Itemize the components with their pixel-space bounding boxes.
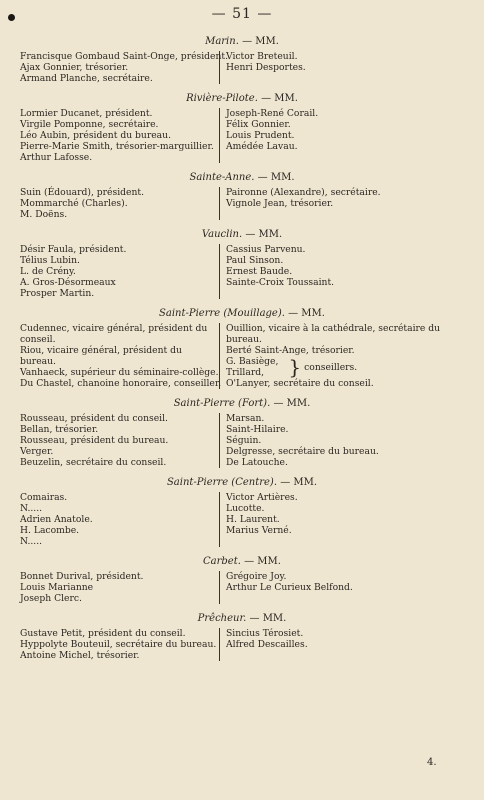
section-heading [20,613,464,625]
member-line: Ajax Gonnier, trésorier. [20,62,129,73]
member-line: Félix Gonnier. [226,119,291,130]
member-line: Sainte-Croix Toussaint. [226,277,335,288]
member-line: Arthur Le Curieux Belfond. [226,582,353,593]
member-line: Grégoire Joy. [226,571,287,582]
member-line: Rousseau, président du conseil. [20,413,168,424]
section-heading [20,229,464,241]
member-line: Ernest Baude. [226,266,293,277]
member-line: N..... [20,503,43,514]
section-suffix: — MM. [261,93,298,104]
member-line: H. Lacombe. [20,525,80,536]
member-line: Cassius Parvenu. [226,244,306,255]
member-line: Delgresse, secrétaire du bureau. [226,446,379,457]
section-precheur [20,613,464,661]
page-number: — 51 — [211,6,273,22]
member-line: L. de Crény. [20,266,76,277]
member-line: Bonnet Durival, président. [20,571,144,582]
member-line: Joseph Clerc. [20,593,82,604]
member-line: Verger. [20,446,54,457]
section-title: Vauclin. [201,229,243,240]
member-line: Louis Marianne [20,582,94,593]
section-suffix: — MM. [249,613,287,624]
member-line: Cudennec, vicaire général, président du conseil. [20,323,208,345]
signature-mark: 4. [427,757,437,768]
section-heading [20,172,464,184]
member-line: Comairas. [20,492,68,503]
member-line: Lucotte. [226,503,265,514]
section-heading [20,477,464,489]
right-column [220,323,464,389]
section-suffix: — MM. [257,172,295,183]
member-line: Saint-Hilaire. [226,424,289,435]
member-line: Trillard, [226,367,265,378]
member-line: Antoine Michel, trésorier. [20,650,140,661]
right-column [220,51,464,84]
member-line: Télius Lubin. [20,255,80,266]
left-column [20,244,220,299]
member-line: Beuzelin, secrétaire du conseil. [20,457,167,468]
section-title: Saint-Pierre (Fort). [173,398,271,409]
member-line: H. Laurent. [226,514,280,525]
member-line: O'Lanyer, secrétaire du conseil. [226,378,374,389]
member-line: Marsan. [226,413,265,424]
member-line: Adrien Anatole. [20,514,93,525]
section-suffix: — MM. [288,308,325,319]
section-heading [20,556,464,568]
member-line: Riou, vicaire général, président du bureau. [20,345,182,367]
member-line: Lormier Ducanet, président. [20,108,153,119]
member-line: Sincius Térosiet. [226,628,304,639]
member-line: Francisque Gombaud Saint-Onge, président. [20,51,229,62]
member-line: Armand Planche, secrétaire. [20,73,153,84]
section-title: Marin. [205,36,239,47]
section-suffix: — MM. [273,398,311,409]
left-column [20,571,220,604]
section-suffix: — MM. [244,556,281,567]
conseillers-group [226,356,464,378]
left-column [20,51,229,84]
section-saint-pierre-fort [20,398,464,468]
right-column [220,244,464,299]
member-line: Paironne (Alexandre), secrétaire. [226,187,381,198]
member-line: Berté Saint-Ange, trésorier. [226,345,355,356]
left-column [20,413,220,468]
right-column [220,492,464,547]
member-line: Séguin. [226,435,262,446]
member-line: G. Basiège, [226,356,279,367]
member-line: Léo Aubin, président du bureau. [20,130,171,141]
right-column [220,108,464,163]
right-column [220,413,464,468]
member-line: Virgile Pomponne, secrétaire. [20,119,159,130]
section-marin [20,36,464,84]
left-column [20,108,220,163]
section-title: Prêcheur. [197,613,247,624]
section-suffix: — MM. [242,36,279,47]
section-saint-pierre-mouillage [20,308,464,389]
member-line: Henri Desportes. [226,62,306,73]
section-riviere-pilote [20,93,464,163]
member-line: N..... [20,536,43,547]
member-line: Prosper Martin. [20,288,95,299]
left-column [20,492,220,547]
right-column [220,628,464,661]
left-column [20,323,220,389]
right-column [220,571,464,604]
member-line: Désir Faula, président. [20,244,127,255]
member-line: Joseph-René Corail. [226,108,319,119]
member-line: Bellan, trésorier. [20,424,99,435]
section-saint-pierre-centre [20,477,464,547]
member-line: Paul Sinson. [226,255,284,266]
member-line: Hyppolyte Bouteuil, secrétaire du bureau. [20,639,217,650]
section-heading [20,308,464,320]
member-line: Alfred Descailles. [226,639,308,650]
left-column [20,187,220,220]
section-title: Rivière-Pilote. [186,93,258,104]
member-line: M. Doëns. [20,209,68,220]
section-title: Sainte-Anne. [189,172,255,183]
section-suffix: — MM. [245,229,283,240]
member-line: Vignole Jean, trésorier. [226,198,334,209]
section-sainte-anne [20,172,464,220]
section-carbet [20,556,464,604]
section-heading [20,93,464,105]
section-suffix: — MM. [280,477,318,488]
section-title: Carbet. [203,556,241,567]
member-line: Suin (Édouard), président. [20,187,144,198]
member-line: Ouillion, vicaire à la cathédrale, secrétaire du bureau. [226,323,441,345]
section-title: Saint-Pierre (Mouillage). [159,308,285,319]
member-line: Vanhaeck, supérieur du séminaire-collège. [20,367,219,378]
member-line: Gustave Petit, président du conseil. [20,628,186,639]
section-heading [20,36,464,48]
group-note: conseillers. [304,361,358,373]
left-column [20,628,220,661]
member-line: Louis Prudent. [226,130,295,141]
member-line: Rousseau, président du bureau. [20,435,169,446]
member-line: Marius Verné. [226,525,292,536]
member-line: Mommarché (Charles). [20,198,128,209]
member-line: De Latouche. [226,457,288,468]
section-title: Saint-Pierre (Centre). [166,477,278,488]
section-vauclin [20,229,464,299]
brace-icon: } [288,355,302,379]
sections [20,36,464,670]
member-line: Du Chastel, chanoine honoraire, conseiller. [20,378,222,389]
member-line: Arthur Lafosse. [20,152,93,163]
section-heading [20,398,464,410]
member-line: Victor Breteuil. [226,51,298,62]
member-line: A. Gros-Désormeaux [20,277,116,288]
member-line: Pierre-Marie Smith, trésorier-marguillier. [20,141,214,152]
member-line: Victor Artières. [226,492,298,503]
right-column [220,187,464,220]
member-line: Amédée Lavau. [226,141,298,152]
